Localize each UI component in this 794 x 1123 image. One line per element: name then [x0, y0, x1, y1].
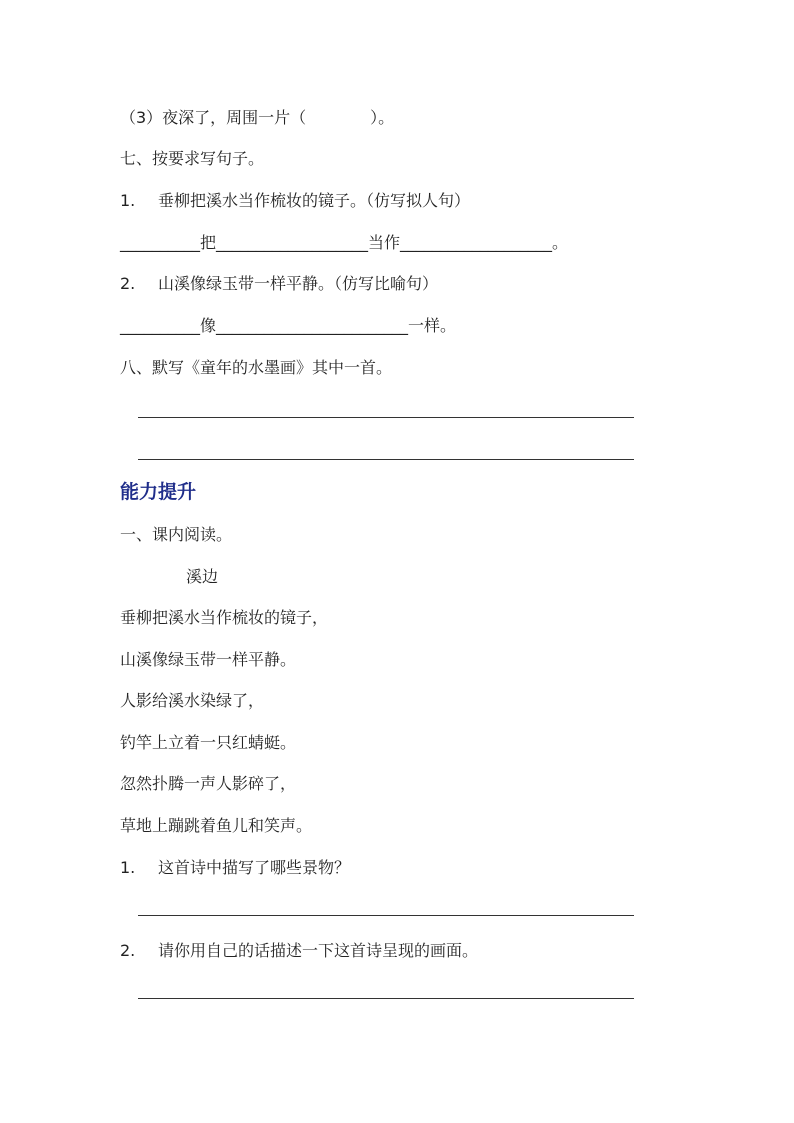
question-7-2 [120, 273, 438, 295]
answer-line-q8-2 [138, 459, 634, 460]
answer-line-q8-1 [138, 417, 634, 418]
poem-line: 山溪像绿玉带一样平静。 [120, 650, 297, 669]
reading-sub-question-2 [120, 940, 478, 962]
sub-question-2-text: 请你用自己的话描述一下这首诗呈现的画面。 [158, 941, 479, 960]
sub-question-1-text: 这首诗中描写了哪些景物？ [158, 858, 351, 877]
sub-question-1-number: 1. [120, 858, 136, 877]
question-7-2-answer-template: __________像________________________一样。 [120, 316, 457, 335]
question-7-1 [120, 190, 470, 212]
question-7-1-text: 垂柳把溪水当作梳妆的镜子。（仿写拟人句） [158, 191, 471, 210]
reading-question-title: 一、课内阅读。 [120, 525, 233, 544]
question-7-1-answer-template: __________把___________________当作___________________。 [120, 233, 569, 252]
question-7-2-text: 山溪像绿玉带一样平静。（仿写比喻句） [158, 274, 439, 293]
poem-line: 人影给溪水染绿了， [120, 691, 265, 710]
answer-line-sub-1 [138, 915, 634, 916]
item-3-fill-blank: （3）夜深了，周围一片（ ）。 [120, 108, 395, 127]
reading-sub-question-1 [120, 857, 350, 879]
poem-line: 钓竿上立着一只红蜻蜓。 [120, 733, 297, 752]
question-7-title: 七、按要求写句子。 [120, 149, 265, 168]
poem-title: 溪边 [186, 567, 219, 586]
question-7-2-number: 2. [120, 274, 136, 293]
poem-line: 垂柳把溪水当作梳妆的镜子， [120, 608, 329, 627]
sub-question-2-number: 2. [120, 941, 136, 960]
question-8-title: 八、默写《童年的水墨画》其中一首。 [120, 358, 393, 377]
poem-line: 忽然扑腾一声人影碎了， [120, 774, 297, 793]
section-heading-ability: 能力提升 [120, 481, 197, 503]
question-7-1-number: 1. [120, 191, 136, 210]
poem-line: 草地上蹦跳着鱼儿和笑声。 [120, 816, 313, 835]
answer-line-sub-2 [138, 998, 634, 999]
